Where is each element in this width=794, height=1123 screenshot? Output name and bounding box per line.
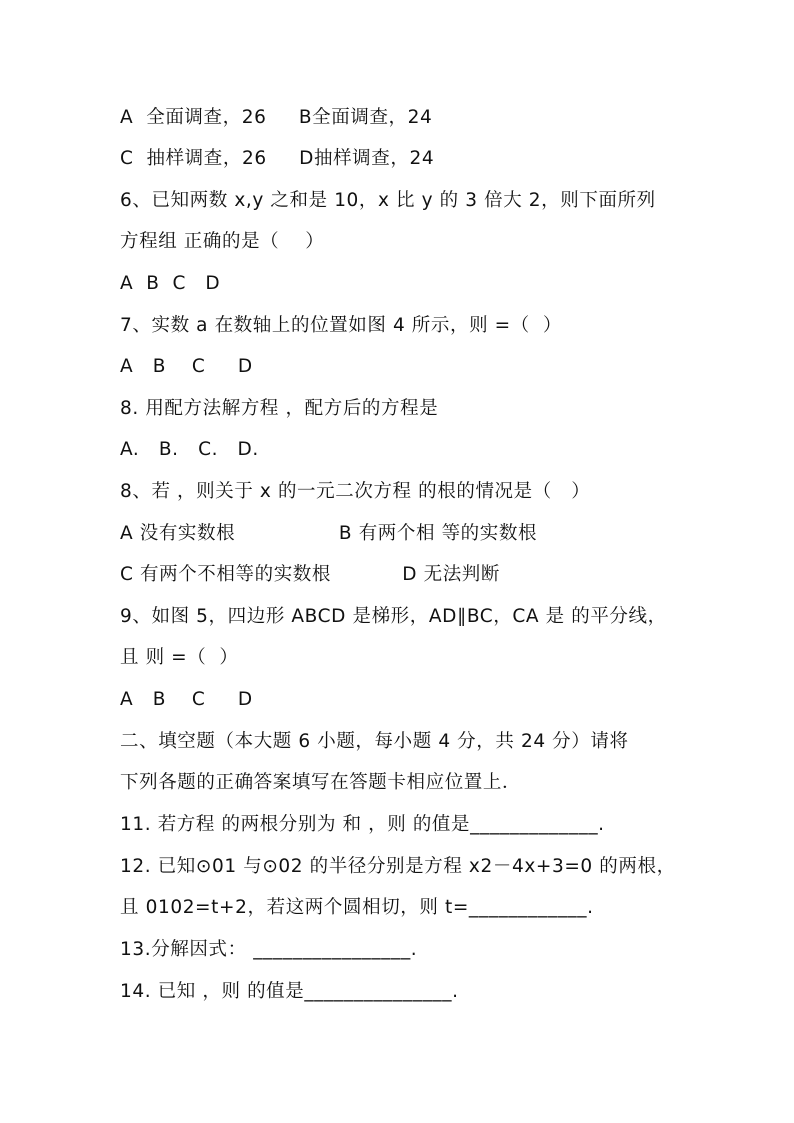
- section-2-heading-line-1: 二、填空题（本大题 6 小题，每小题 4 分，共 24 分）请将: [120, 731, 629, 752]
- q8a-stem: 8. 用配方法解方程 ，配方后的方程是: [120, 398, 439, 419]
- q5-option-line-1: A 全面调查，26 B全面调查，24: [120, 107, 433, 128]
- q5-option-line-2: C 抽样调查，26 D抽样调查，24: [120, 148, 435, 169]
- q6-stem-line-2: 方程组 正确的是（ ）: [120, 231, 325, 252]
- q12-line-1: 12. 已知⊙01 与⊙02 的半径分别是方程 x2－4x+3=0 的两根，: [120, 856, 676, 877]
- section-2-heading-line-2: 下列各题的正确答案填写在答题卡相应位置上．: [120, 772, 522, 793]
- q7-options: A B C D: [120, 356, 253, 377]
- q14: 14. 已知 ，则 的值是_______________.: [120, 981, 459, 1002]
- q6-options: A B C D: [120, 273, 221, 294]
- q8a-options: A. B. C. D.: [120, 439, 259, 460]
- q9-stem-line-1: 9、如图 5，四边形 ABCD 是梯形，AD∥BC，CA 是 的平分线，: [120, 606, 667, 627]
- q12-line-2: 且 0102=t+2，若这两个圆相切，则 t=____________.: [120, 897, 594, 918]
- q8b-options-line-1: A 没有实数根 B 有两个相 等的实数根: [120, 523, 538, 544]
- q11: 11. 若方程 的两根分别为 和 ，则 的值是_____________.: [120, 814, 605, 835]
- q6-stem-line-1: 6、已知两数 x,y 之和是 10，x 比 y 的 3 倍大 2，则下面所列: [120, 190, 656, 211]
- q8b-stem: 8、若 ，则关于 x 的一元二次方程 的根的情况是（ ）: [120, 481, 591, 502]
- q13: 13.分解因式： ________________.: [120, 939, 418, 960]
- q9-options: A B C D: [120, 689, 253, 710]
- q7-stem: 7、实数 a 在数轴上的位置如图 4 所示，则 =（ ）: [120, 315, 562, 336]
- q8b-options-line-2: C 有两个不相等的实数根 D 无法判断: [120, 564, 501, 585]
- q9-stem-line-2: 且 则 =（ ）: [120, 647, 239, 668]
